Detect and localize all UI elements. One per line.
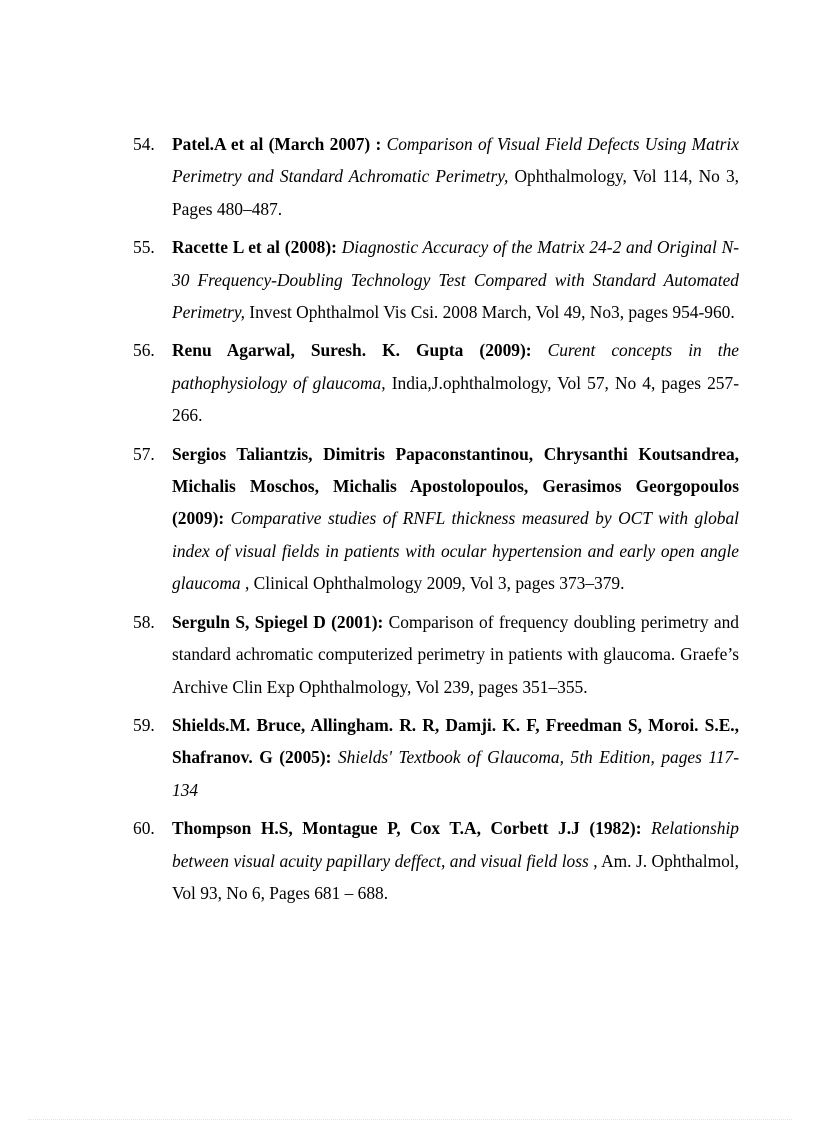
reference-item: [133, 231, 739, 328]
reference-item: [133, 334, 739, 431]
reference-item: [133, 606, 739, 703]
reference-authors: Shields.M. Bruce, Allingham. R. R, Damji. K. F, Freedman S, Moroi. S.E., Shafranov. G (2005):: [172, 714, 739, 768]
reference-item: [133, 812, 739, 909]
reference-title: Relationship between visual acuity papillary deffect, and visual field loss: [172, 818, 739, 871]
reference-authors: Sergios Taliantzis, Dimitris Papaconstantinou, Chrysanthi Koutsandrea, Michalis Moschos, Michalis Apostolopoulos, Gerasimos Georgopoulos (2009):: [172, 443, 739, 529]
reference-authors: Thompson H.S, Montague P, Cox T.A, Corbett J.J (1982):: [172, 818, 642, 839]
reference-number: 60.: [133, 818, 155, 839]
reference-number: 59.: [133, 714, 155, 735]
page-bottom-rule: [28, 1119, 792, 1120]
reference-title: Diagnostic Accuracy of the Matrix 24-2 and Original N-30 Frequency-Doubling Technology Test Compared with Standard Automated Perimetry,: [172, 237, 739, 323]
reference-item: [133, 709, 739, 806]
reference-authors: Racette L et al (2008):: [172, 237, 337, 258]
reference-title: Comparison of Visual Field Defects Using Matrix Perimetry and Standard Achromatic Perimetry,: [172, 134, 739, 187]
reference-item: [133, 438, 739, 600]
reference-title: Comparative studies of RNFL thickness measured by OCT with global index of visual fields in patients with ocular hypertension and early open angle glaucoma: [172, 508, 739, 594]
reference-source: , Am. J. Ophthalmol, Vol 93, No 6, Pages 681 – 688.: [172, 850, 739, 903]
reference-authors: Patel.A et al (March 2007) :: [172, 134, 382, 154]
reference-number: 55.: [133, 237, 155, 258]
reference-number: 58.: [133, 611, 155, 632]
reference-list: [133, 128, 739, 915]
reference-number: 56.: [133, 340, 155, 361]
reference-source: Comparison of frequency doubling perimetry and standard achromatic computerized perimetry in patients with glaucoma. Graefe’s Archive Clin Exp Ophthalmology, Vol 239, pages 351–355.: [172, 611, 739, 697]
reference-source: , Clinical Ophthalmology 2009, Vol 3, pages 373–379.: [244, 573, 625, 594]
reference-item: [133, 128, 739, 225]
reference-authors: Serguln S, Spiegel D (2001):: [172, 611, 384, 632]
reference-source: Ophthalmology, Vol 114, No 3, Pages 480–487.: [172, 166, 740, 219]
reference-title: Curent concepts in the pathophysiology of glaucoma,: [172, 340, 739, 393]
reference-authors: Renu Agarwal, Suresh. K. Gupta (2009):: [172, 340, 532, 361]
reference-source: India,J.ophthalmology, Vol 57, No 4, pages 257-266.: [172, 372, 739, 426]
reference-title: Shields' Textbook of Glaucoma, 5th Edition, pages 117-134: [172, 747, 739, 800]
reference-source: Invest Ophthalmol Vis Csi. 2008 March, Vol 49, No3, pages 954-960.: [249, 302, 735, 323]
reference-number: 57.: [133, 443, 155, 464]
reference-number: 54.: [133, 134, 155, 154]
